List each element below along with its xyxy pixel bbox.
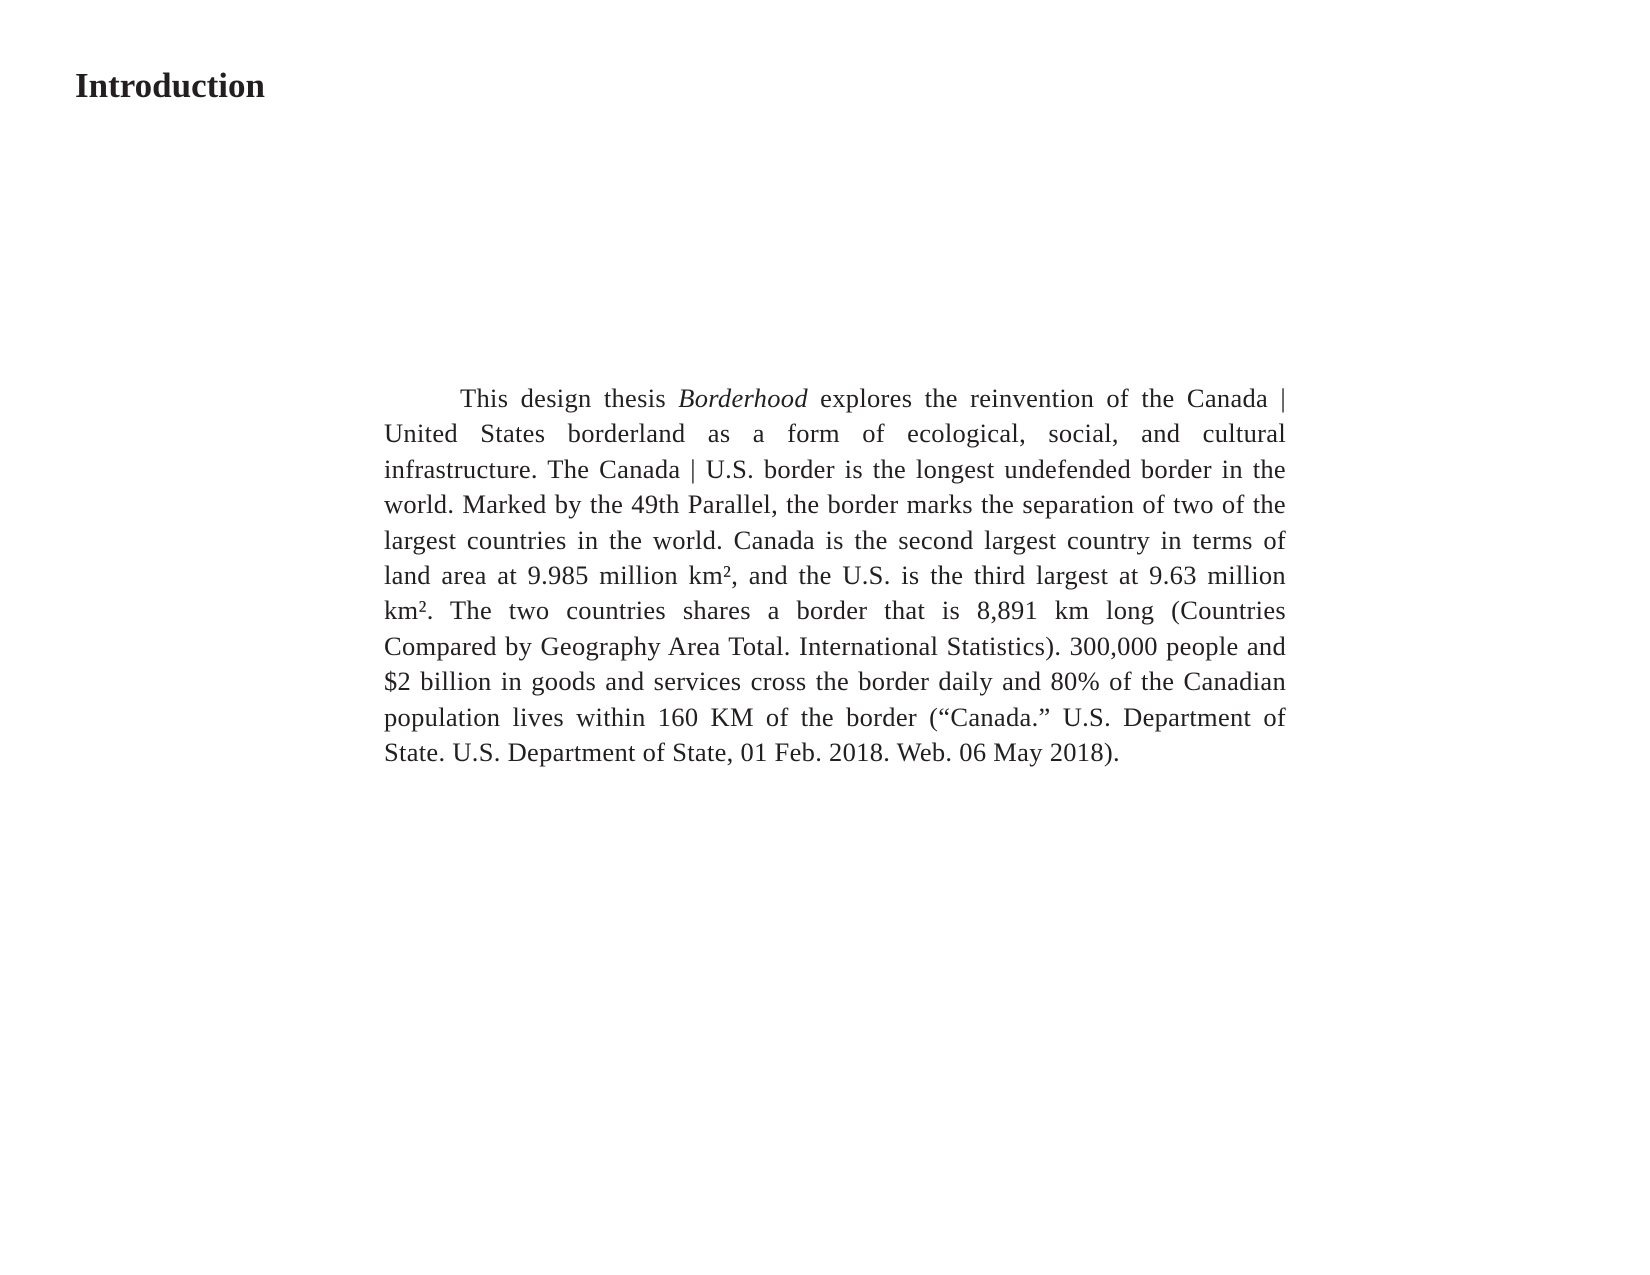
- intro-paragraph: [384, 381, 1286, 770]
- paragraph-lead-in: This design thesis: [460, 383, 679, 413]
- thesis-title-italic: Borderhood: [678, 383, 808, 413]
- paragraph-body: explores the reinvention of the Canada | United States borderland as a form of ecological, social, and cultural infrastructure. The Canada | U.S. border is the longest undefended border in the world. Marked by the 49th Parallel, the border marks the separation of two of the largest countries in the world. Canada is the second largest country in terms of land area at 9.985 million km², and the U.S. is the third largest at 9.63 million km². The two countries shares a border that is 8,891 km long (Countries Compared by Geography Area Total. International Statistics). 300,000 people and $2 billion in goods and services cross the border daily and 80% of the Canadian population lives within 160 KM of the border (“Canada.” U.S. Department of State. U.S. Department of State, 01 Feb. 2018. Web. 06 May 2018).: [384, 383, 1286, 768]
- page-title: Introduction: [75, 66, 265, 105]
